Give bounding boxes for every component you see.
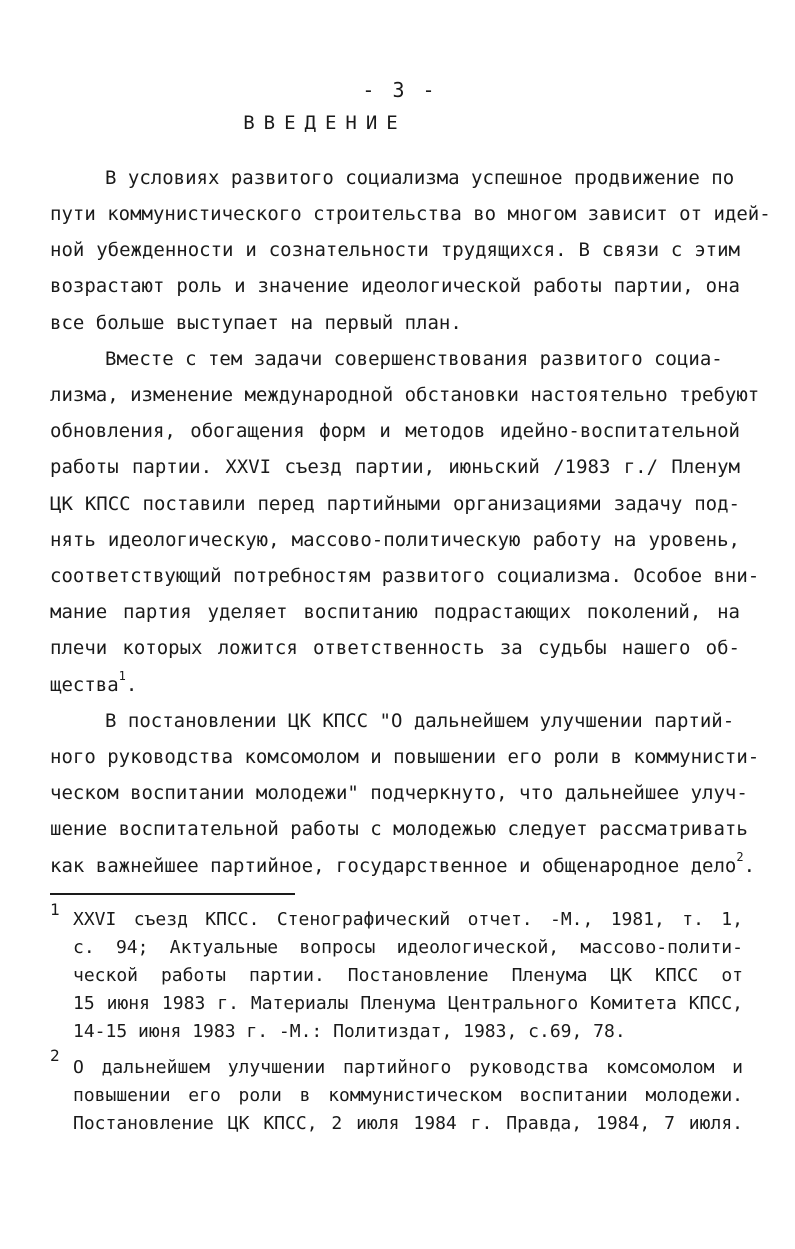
body-line: возрастают роль и значение идеологической работы партии, она — [50, 275, 740, 297]
footnote-ref-2: 2 — [736, 849, 744, 864]
body-line: нять идеологическую, массово-политическую работу на уровень, — [50, 529, 740, 551]
footnote-line: повышении его роли в коммунистическом воспитании молодежи. — [73, 1085, 743, 1106]
footnote-ref-1: 1 — [118, 668, 126, 683]
body-line-text: как важнейшее партийное, государственное и общенародное дело — [50, 855, 737, 877]
body-line: все больше выступает на первый план. — [50, 312, 462, 334]
footnote-line: с. 94; Актуальные вопросы идеологической, массово-полити- — [73, 937, 743, 958]
footnote-marker: 2 — [50, 1046, 60, 1065]
body-line: работы партии. ХХVI съезд партии, июньский /1983 г./ Пленум — [50, 456, 740, 478]
footnote-line: Постановление ЦК КПСС, 2 июля 1984 г. Правда, 1984, 7 июля. — [73, 1113, 743, 1134]
body-line: мание партия уделяет воспитанию подрастающих поколений, на — [50, 601, 740, 623]
body-line — [50, 849, 756, 881]
body-line — [50, 670, 740, 700]
footnote-line: ХХVI съезд КПСС. Стенографический отчет. -М., 1981, т. 1, — [73, 909, 743, 930]
page-number: - 3 - — [362, 78, 438, 102]
body-line: В постановлении ЦК КПСС "О дальнейшем улучшении партий- — [105, 710, 735, 732]
body-line: Вместе с тем задачи совершенствования развитого социа- — [105, 348, 723, 370]
footnote-line: О дальнейшем улучшении партийного руководства комсомолом и — [73, 1057, 743, 1078]
footnote-line: 14-15 июня 1983 г. -М.: Политиздат, 1983, с.69, 78. — [73, 1021, 626, 1042]
body-line: лизма, изменение международной обстановки настоятельно требуют — [50, 384, 760, 406]
body-line: обновления, обогащения форм и методов идейно-воспитательной — [50, 420, 740, 442]
footnote-line: ческой работы партии. Постановление Пленума ЦК КПСС от — [73, 965, 743, 986]
section-heading: ВВЕДЕНИЕ — [243, 112, 407, 134]
body-line: ЦК КПСС поставили перед партийными организациями задачу под- — [50, 493, 740, 515]
footnote-rule — [50, 893, 295, 895]
body-line: пути коммунистического строительства во многом зависит от идей- — [50, 203, 771, 225]
body-line: ного руководства комсомолом и повышении его роли в коммунисти- — [50, 746, 760, 768]
sentence-period: . — [743, 855, 756, 877]
body-line: шение воспитательной работы с молодежью следует рассматривать — [50, 818, 748, 840]
body-line: В условиях развитого социализма успешное продвижение по — [105, 167, 735, 189]
body-line-text: щества — [50, 674, 119, 696]
footnote-line: 15 июня 1983 г. Материалы Пленума Центрального Комитета КПСС, — [73, 993, 743, 1014]
body-line: плечи которых ложится ответственность за судьбы нашего об- — [50, 637, 740, 659]
footnote-marker: 1 — [50, 900, 60, 919]
body-line: ческом воспитании молодежи" подчеркнуто, что дальнейшее улуч- — [50, 782, 748, 804]
body-line: ной убежденности и сознательности трудящихся. В связи с этим — [50, 239, 740, 261]
sentence-period: . — [125, 674, 138, 696]
body-line: соответствующий потребностям развитого социализма. Особое вни- — [50, 565, 760, 587]
